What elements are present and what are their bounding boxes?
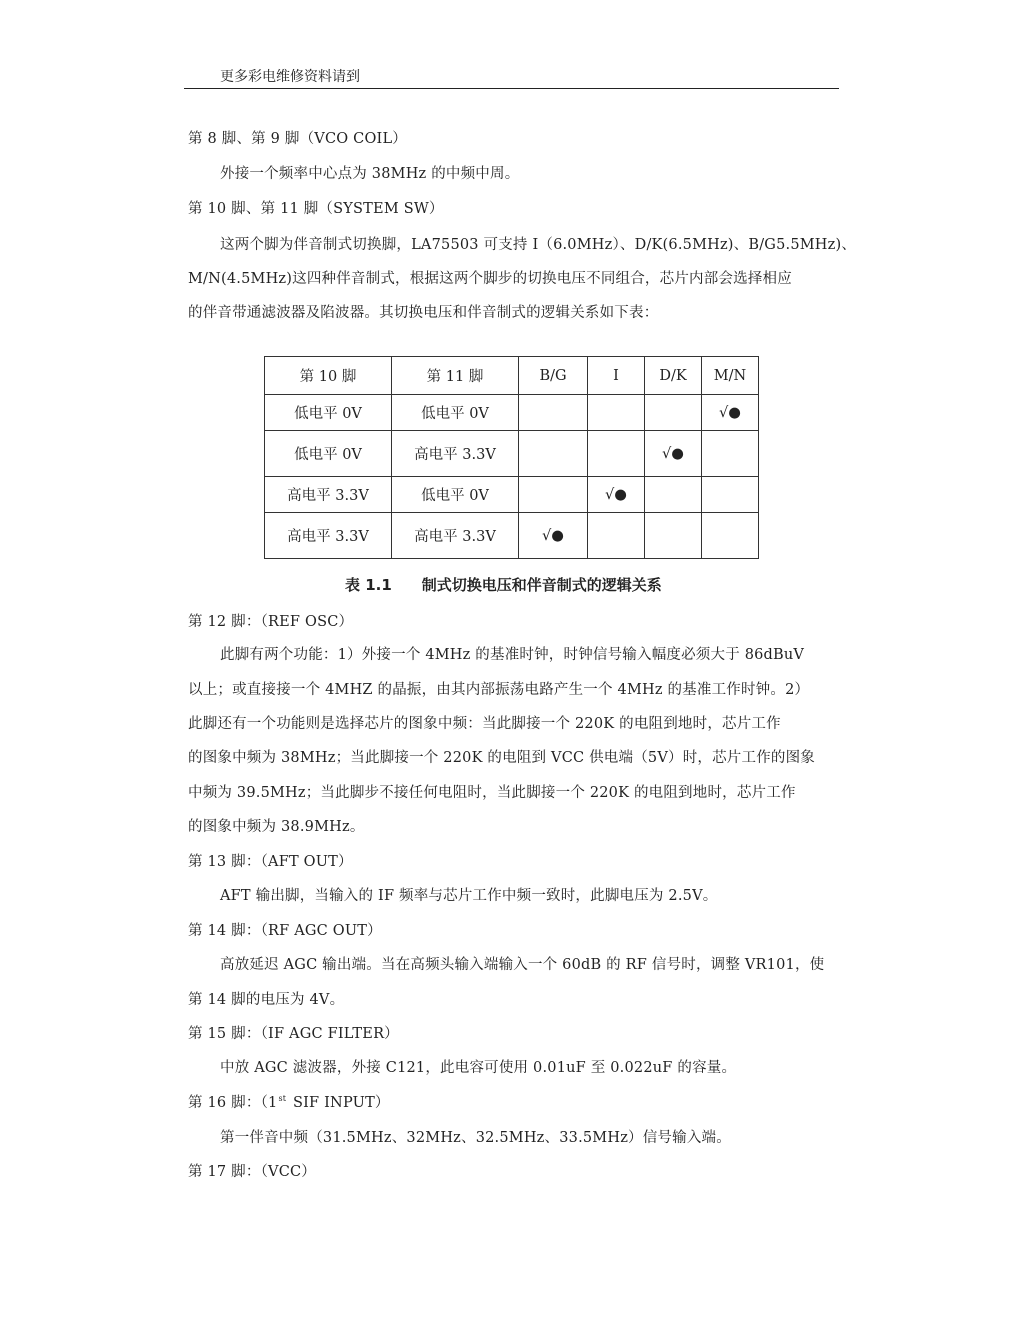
paragraph: 第 14 脚的电压为 4V。: [188, 992, 345, 1008]
paragraph: AFT 输出脚，当输入的 IF 频率与芯片工作中频一致时，此脚电压为 2.5V。: [220, 888, 718, 904]
paragraph: 外接一个频率中心点为 38MHz 的中频中周。: [220, 166, 520, 182]
paragraph: 这两个脚为伴音制式切换脚，LA75503 可支持 I（6.0MHz）、D/K(6.5MHz)、B/G5.5MHz)、: [220, 237, 857, 253]
table-header-row: [265, 357, 759, 395]
table-header-cell: 第 10 脚: [265, 357, 392, 395]
paragraph: 高放延迟 AGC 输出端。当在高频头输入端输入一个 60dB 的 RF 信号时，调整 VR101，使: [220, 957, 825, 973]
table-cell: 低电平 0V: [265, 431, 392, 477]
table-cell: 低电平 0V: [265, 395, 392, 431]
header-rule: [184, 88, 839, 89]
table-cell: [588, 513, 645, 559]
table-cell: √●: [588, 477, 645, 513]
table-cell: [519, 431, 588, 477]
pin-heading-17: 第 17 脚：（VCC）: [188, 1164, 316, 1180]
table-cell: √●: [702, 395, 759, 431]
pin-heading-10-11: 第 10 脚、第 11 脚（SYSTEM SW）: [188, 201, 444, 217]
pin-heading-12: 第 12 脚：（REF OSC）: [188, 614, 354, 630]
table-cell: [702, 477, 759, 513]
table-row: [265, 513, 759, 559]
paragraph: 的图象中频为 38MHz；当此脚接一个 220K 的电阻到 VCC 供电端（5V）时，芯片工作的图象: [188, 750, 815, 766]
table-header-cell: 第 11 脚: [392, 357, 519, 395]
superscript: st: [278, 1094, 287, 1103]
table-cell: [519, 395, 588, 431]
pin-heading-8-9: 第 8 脚、第 9 脚（VCO COIL）: [188, 131, 407, 147]
paragraph: 此脚还有一个功能则是选择芯片的图象中频：当此脚接一个 220K 的电阻到地时，芯片工作: [188, 716, 781, 732]
table-cell: 高电平 3.3V: [392, 431, 519, 477]
table-row: [265, 395, 759, 431]
table-cell: [702, 513, 759, 559]
pin-heading-13: 第 13 脚：（AFT OUT）: [188, 854, 353, 870]
table-header-cell: D/K: [645, 357, 702, 395]
table-cell: [519, 477, 588, 513]
logic-table: [264, 356, 759, 559]
paragraph: 中放 AGC 滤波器，外接 C121，此电容可使用 0.01uF 至 0.022uF 的容量。: [220, 1060, 737, 1076]
paragraph: 第一伴音中频（31.5MHz、32MHz、32.5MHz、33.5MHz）信号输入端。: [220, 1130, 731, 1146]
table-cell: [702, 431, 759, 477]
table-caption: [345, 574, 662, 595]
table-row: [265, 477, 759, 513]
page-header: 更多彩电维修资料请到: [220, 69, 360, 85]
heading-text: SIF INPUT）: [288, 1095, 390, 1111]
table-cell: √●: [645, 431, 702, 477]
paragraph: M/N(4.5MHz)这四种伴音制式，根据这两个脚步的切换电压不同组合，芯片内部会选择相应: [188, 271, 792, 287]
paragraph: 的伴音带通滤波器及陷波器。其切换电压和伴音制式的逻辑关系如下表：: [188, 305, 659, 321]
pin-heading-14: 第 14 脚：（RF AGC OUT）: [188, 923, 382, 939]
table-cell: [645, 395, 702, 431]
table-cell: [645, 477, 702, 513]
table-caption-text: 制式切换电压和伴音制式的逻辑关系: [421, 576, 662, 594]
table-cell: 高电平 3.3V: [265, 477, 392, 513]
heading-text: 第 16 脚：（1: [188, 1095, 278, 1111]
table-header-cell: B/G: [519, 357, 588, 395]
table-header-cell: M/N: [702, 357, 759, 395]
table-caption-label: 表 1.1: [345, 576, 392, 594]
paragraph: 中频为 39.5MHz；当此脚步不接任何电阻时，当此脚接一个 220K 的电阻到地时，芯片工作: [188, 785, 796, 801]
paragraph: 的图象中频为 38.9MHz。: [188, 819, 365, 835]
pin-heading-16: [188, 1091, 390, 1112]
table-cell: 高电平 3.3V: [265, 513, 392, 559]
table-cell: 低电平 0V: [392, 395, 519, 431]
table-header-cell: I: [588, 357, 645, 395]
table-cell: 低电平 0V: [392, 477, 519, 513]
table-cell: [588, 395, 645, 431]
table-cell: 高电平 3.3V: [392, 513, 519, 559]
pin-heading-15: 第 15 脚：（IF AGC FILTER）: [188, 1026, 399, 1042]
table-cell: [588, 431, 645, 477]
table-row: [265, 431, 759, 477]
paragraph: 此脚有两个功能：1）外接一个 4MHz 的基准时钟，时钟信号输入幅度必须大于 86dBuV: [220, 647, 805, 663]
table-cell: [645, 513, 702, 559]
table-cell: √●: [519, 513, 588, 559]
paragraph: 以上；或直接接一个 4MHZ 的晶振，由其内部振荡电路产生一个 4MHz 的基准工作时钟。2）: [188, 682, 810, 698]
